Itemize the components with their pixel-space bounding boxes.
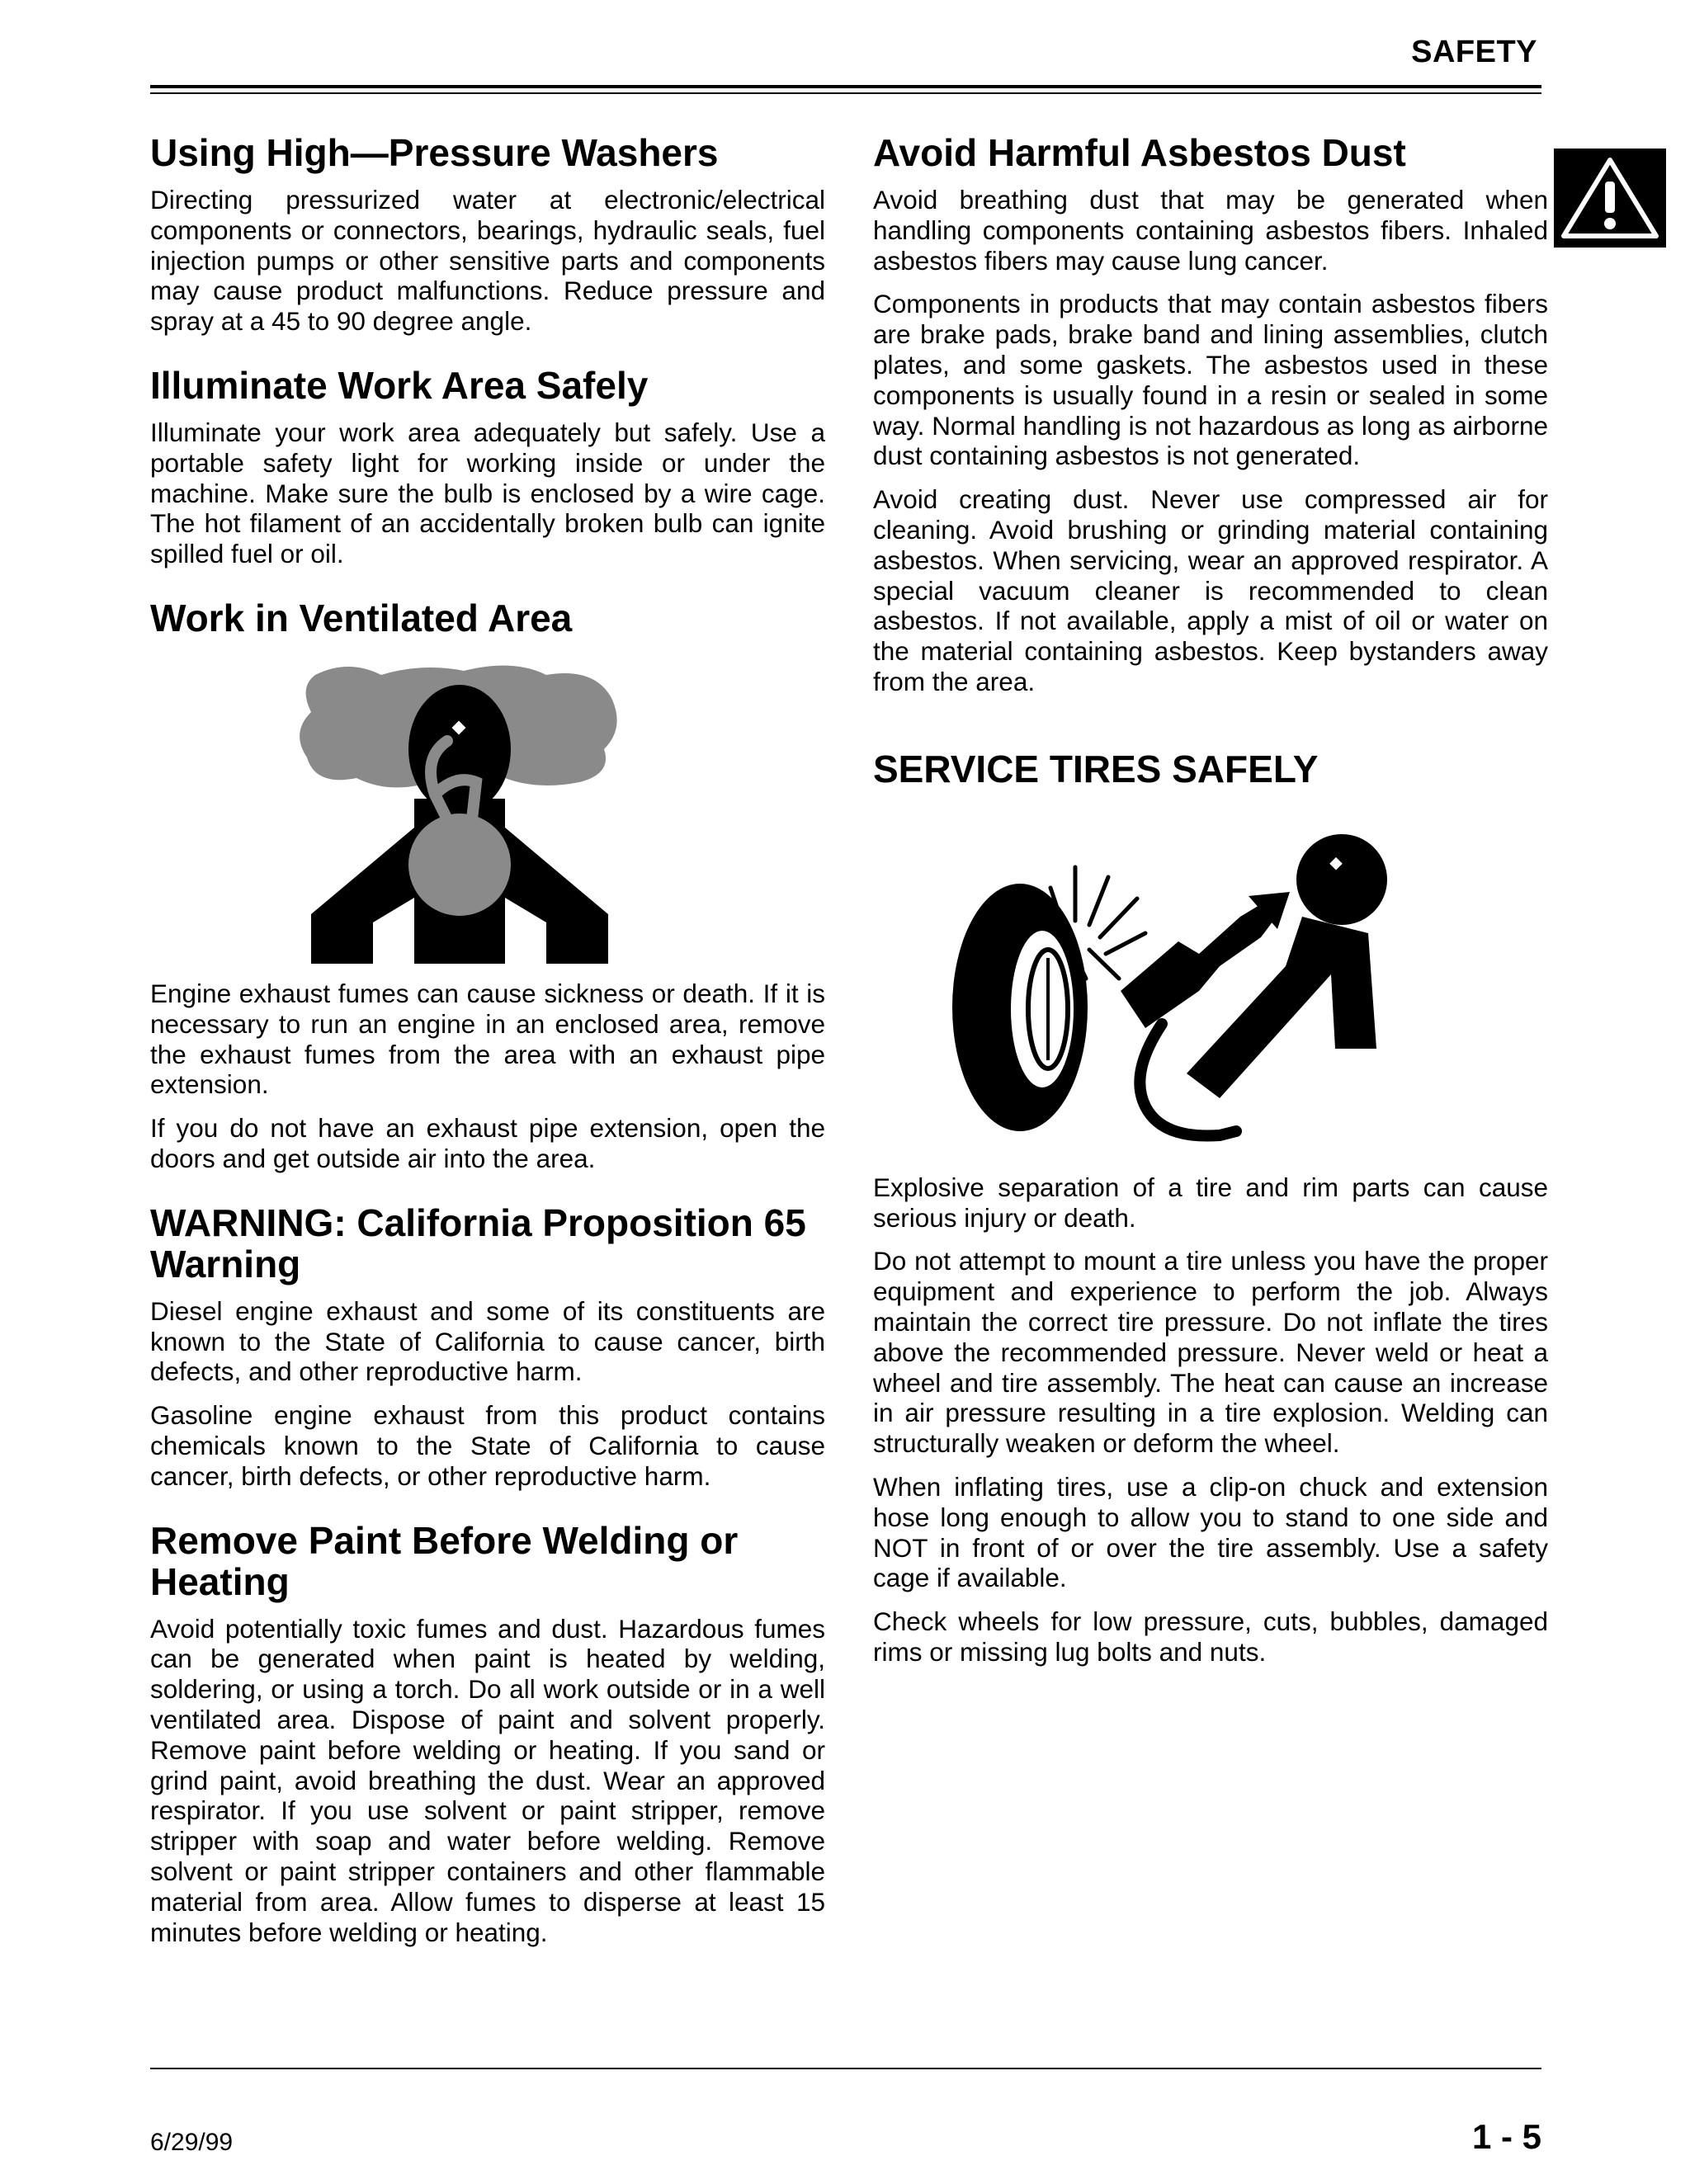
exhaust-fumes-figure bbox=[150, 650, 825, 964]
asbestos-text-3: Avoid creating dust. Never use compressed air for cleaning. Avoid brushing or grinding material containing asbestos. When servicing, wear an approved respirator. A special vacuum cleaner is recommended to clean asbestos. If not available, apply a mist of oil or water on the material containing asbestos. Keep bystanders away from the area. bbox=[873, 484, 1548, 696]
ventilated-text-2: If you do not have an exhaust pipe extension, open the doors and get outside air into the area. bbox=[150, 1113, 825, 1173]
page-header-title: SAFETY bbox=[1411, 35, 1537, 69]
heading-illuminate-work-area: Illuminate Work Area Safely bbox=[150, 363, 649, 407]
exhaust-fumes-illustration bbox=[150, 650, 825, 964]
footer-rule bbox=[150, 2068, 1541, 2069]
lungs bbox=[408, 814, 511, 916]
illuminate-text: Illuminate your work area adequately but safely. Use a portable safety light for working inside or under the machine. Make sure the bulb is enclosed by a wire cage. The hot filament of an accidentally broken bulb can ignite spilled fuel or oil. bbox=[150, 417, 825, 569]
asbestos-text-2: Components in products that may contain asbestos fibers are brake pads, brake band and lining assemblies, clutch plates, and some gaskets. The asbestos used in these components is usually found in a resin or sealed in some way. Normal handling is not hazardous as long as airborne dust containing asbestos is not generated. bbox=[873, 289, 1548, 471]
heading-prop-65: WARNING: California Proposition 65 Warning bbox=[150, 1200, 806, 1285]
tires-text-4: Check wheels for low pressure, cuts, bubbles, damaged rims or missing lug bolts and nuts. bbox=[873, 1606, 1548, 1667]
tires-text-2: Do not attempt to mount a tire unless you have the proper equipment and experience to perform the job. Always maintain the correct tire pressure. Do not inflate the tires above the recommended pressure. Never weld or heat a wheel and tire assembly. The heat can cause an increase in air pressure resulting in a tire explosion. Welding can structurally weaken or deform the wheel. bbox=[873, 1246, 1548, 1459]
tires-text-3: When inflating tires, use a clip-on chuck and extension hose long enough to allow you to stand to one side and NOT in front of or over the tire assembly. Use a safety cage if available. bbox=[873, 1471, 1548, 1593]
head-silhouette bbox=[1296, 834, 1387, 925]
heading-remove-paint: Remove Paint Before Welding or Heating bbox=[150, 1518, 739, 1603]
left-column bbox=[150, 132, 825, 1960]
header-rule-thick bbox=[150, 85, 1541, 88]
tire-explosion-illustration bbox=[873, 801, 1548, 1156]
head-silhouette bbox=[408, 685, 511, 814]
warning-triangle-icon bbox=[1554, 149, 1666, 248]
heading-asbestos: Avoid Harmful Asbestos Dust bbox=[873, 131, 1406, 174]
page-number: 1 - 5 bbox=[1471, 2117, 1541, 2156]
right-column bbox=[873, 132, 1548, 1681]
ventilated-text-1: Engine exhaust fumes can cause sickness or death. If it is necessary to run an engine in an enclosed area, remove the exhaust fumes from the area with an exhaust pipe extension. bbox=[150, 978, 825, 1100]
tire-explosion-figure bbox=[873, 801, 1548, 1156]
heading-ventilated-area: Work in Ventilated Area bbox=[150, 596, 573, 639]
heading-service-tires: SERVICE TIRES SAFELY bbox=[873, 747, 1319, 790]
prop65-text-1: Diesel engine exhaust and some of its constituents are known to the State of California to cause cancer, birth defects, and other reproductive harm. bbox=[150, 1295, 825, 1387]
asbestos-text-1: Avoid breathing dust that may be generated when handling components containing asbestos fibers. Inhaled asbestos fibers may cause lung cancer. bbox=[873, 185, 1548, 276]
tires-text-1: Explosive separation of a tire and rim parts can cause serious injury or death. bbox=[873, 1172, 1548, 1233]
remove-paint-text: Avoid potentially toxic fumes and dust. Hazardous fumes can be generated when paint is heated by welding, soldering, or using a torch. Do all work outside or in a well ventilated area. Dispose of paint and solvent properly. Remove paint before welding or heating. If you sand or grind paint, avoid breathing the dust. Wear an approved respirator. If you use solvent or paint stripper, remove stripper with soap and water before welding. Remove solvent or paint stripper containers and other flammable material from area. Allow fumes to disperse at least 15 minutes before welding or heating. bbox=[150, 1613, 825, 1947]
footer-date: 6/29/99 bbox=[150, 2129, 234, 2156]
caution-tab bbox=[1554, 149, 1666, 248]
header-rule-thin bbox=[150, 92, 1541, 94]
pressure-washers-text: Directing pressurized water at electronic/electrical components or connectors, bearings, hydraulic seals, fuel injection pumps or other sensitive parts and components may cause product malfunctions. Reduce pressure and spray at a 45 to 90 degree angle. bbox=[150, 185, 825, 337]
heading-pressure-washers: Using High—Pressure Washers bbox=[150, 131, 719, 174]
prop65-text-2: Gasoline engine exhaust from this product contains chemicals known to the State of California to cause cancer, birth defects, or other reproductive harm. bbox=[150, 1400, 825, 1491]
